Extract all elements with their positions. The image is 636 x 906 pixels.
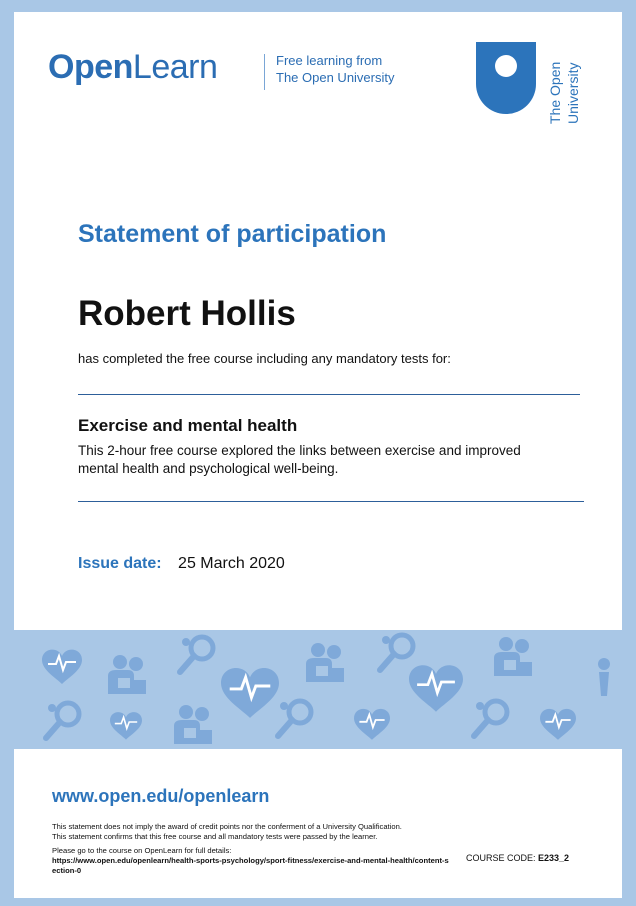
- logo-learn-text: Learn: [132, 48, 218, 86]
- details-intro: Please go to the course on OpenLearn for full details:: [52, 846, 232, 855]
- hand-bell-icon: [598, 658, 610, 696]
- issue-date-label: Issue date:: [78, 555, 162, 572]
- heart-rate-icon: [540, 709, 576, 740]
- issue-date-value: 25 March 2020: [178, 555, 285, 572]
- disclaimer-line2: This statement confirms that this free course and all mandatory tests were passed by the learner.: [52, 832, 378, 841]
- issue-date-row: [78, 555, 285, 573]
- heart-rate-icon: [110, 712, 142, 740]
- logo-divider: [264, 54, 265, 90]
- heart-rate-icon: [42, 650, 82, 684]
- course-code: [466, 853, 569, 863]
- course-code-value: E233_2: [538, 853, 570, 863]
- recipient-name: Robert Hollis: [78, 294, 296, 333]
- open-university-logo: [472, 40, 592, 124]
- people-icon: [108, 655, 146, 694]
- openlearn-logo: [48, 50, 217, 84]
- tennis-racket-icon: [474, 701, 507, 736]
- course-details: [52, 846, 452, 876]
- people-icon: [174, 705, 212, 744]
- heart-rate-icon: [221, 668, 279, 718]
- course-title: Exercise and mental health: [78, 416, 298, 435]
- people-icon: [494, 637, 532, 676]
- divider-top: [78, 394, 580, 395]
- course-url-link[interactable]: https://www.open.edu/openlearn/health-sports-psychology/sport-fitness/exercise-and-mental-health/content-section-0: [52, 856, 449, 875]
- certificate-title: Statement of participation: [78, 220, 387, 248]
- course-code-label: COURSE CODE:: [466, 853, 536, 863]
- tennis-racket-icon: [278, 701, 311, 736]
- people-icon: [306, 643, 344, 682]
- heart-rate-icon: [409, 665, 463, 711]
- ou-text-line1: The Open: [547, 61, 563, 124]
- ou-text-line2: University: [565, 62, 581, 124]
- tennis-racket-icon: [46, 703, 79, 738]
- racket-icon: [180, 637, 213, 672]
- tagline-line2: The Open University: [276, 70, 395, 85]
- logo-open-text: Open: [48, 48, 133, 86]
- openlearn-website-link[interactable]: www.open.edu/openlearn: [52, 786, 270, 806]
- disclaimer-text: [52, 822, 452, 842]
- completion-statement: has completed the free course including any mandatory tests for:: [78, 351, 451, 366]
- decorative-band: [14, 630, 622, 749]
- divider-bottom: [78, 501, 584, 502]
- disclaimer-line1: This statement does not imply the award of credit points nor the conferment of a University Qualification.: [52, 822, 402, 831]
- racket-icon: [380, 635, 413, 670]
- heart-rate-icon: [354, 709, 390, 740]
- tagline-line1: Free learning from: [276, 53, 383, 68]
- course-description: This 2-hour free course explored the links between exercise and improved mental health and psychological well-being.: [78, 443, 521, 476]
- logo-tagline: [276, 52, 395, 86]
